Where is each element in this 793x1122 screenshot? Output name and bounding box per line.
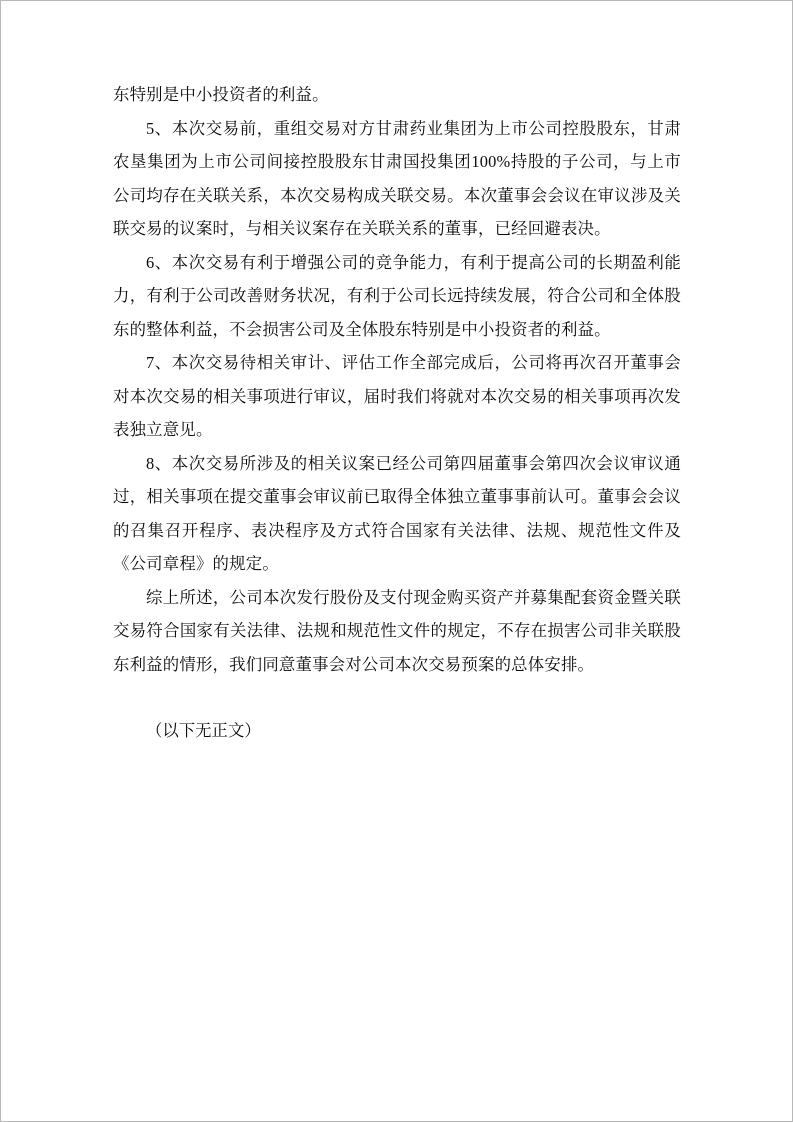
paragraph-spacer: [113, 681, 681, 714]
paragraph-item-5: 5、本次交易前，重组交易对方甘肃药业集团为上市公司控股股东，甘肃农垦集团为上市公司间接控股股东甘肃国投集团100%持股的子公司，与上市公司均存在关联关系，本次交易构成关联交易。本次董事会会议在审议涉及关联交易的议案时，与相关议案存在关联关系的董事，已经回避表决。: [113, 118, 681, 238]
paragraph-item-8: 8、本次交易所涉及的相关议案已经公司第四届董事会第四次会议审议通过，相关事项在提交董事会审议前已取得全体独立董事事前认可。董事会会议的召集召开程序、表决程序及方式符合国家有关法律、法规、规范性文件及《公司章程》的规定。: [113, 453, 681, 573]
document-body: [113, 78, 681, 748]
paragraph-item-6: 6、本次交易有利于增强公司的竞争能力，有利于提高公司的长期盈利能力，有利于公司改善财务状况，有利于公司长远持续发展，符合公司和全体股东的整体利益，不会损害公司及全体股东特别是中小投资者的利益。: [113, 252, 681, 339]
paragraph-item-7: 7、本次交易待相关审计、评估工作全部完成后，公司将再次召开董事会对本次交易的相关事项进行审议，届时我们将就对本次交易的相关事项再次发表独立意见。: [113, 353, 681, 439]
closing-note: （以下无正文）: [146, 721, 261, 740]
paragraph-continued: 东特别是中小投资者的利益。: [113, 85, 329, 104]
paragraph-summary: 综上所述，公司本次发行股份及支付现金购买资产并募集配套资金暨关联交易符合国家有关法律、法规和规范性文件的规定，不存在损害公司非关联股东利益的情形，我们同意董事会对公司本次交易预案的总体安排。: [113, 587, 681, 674]
